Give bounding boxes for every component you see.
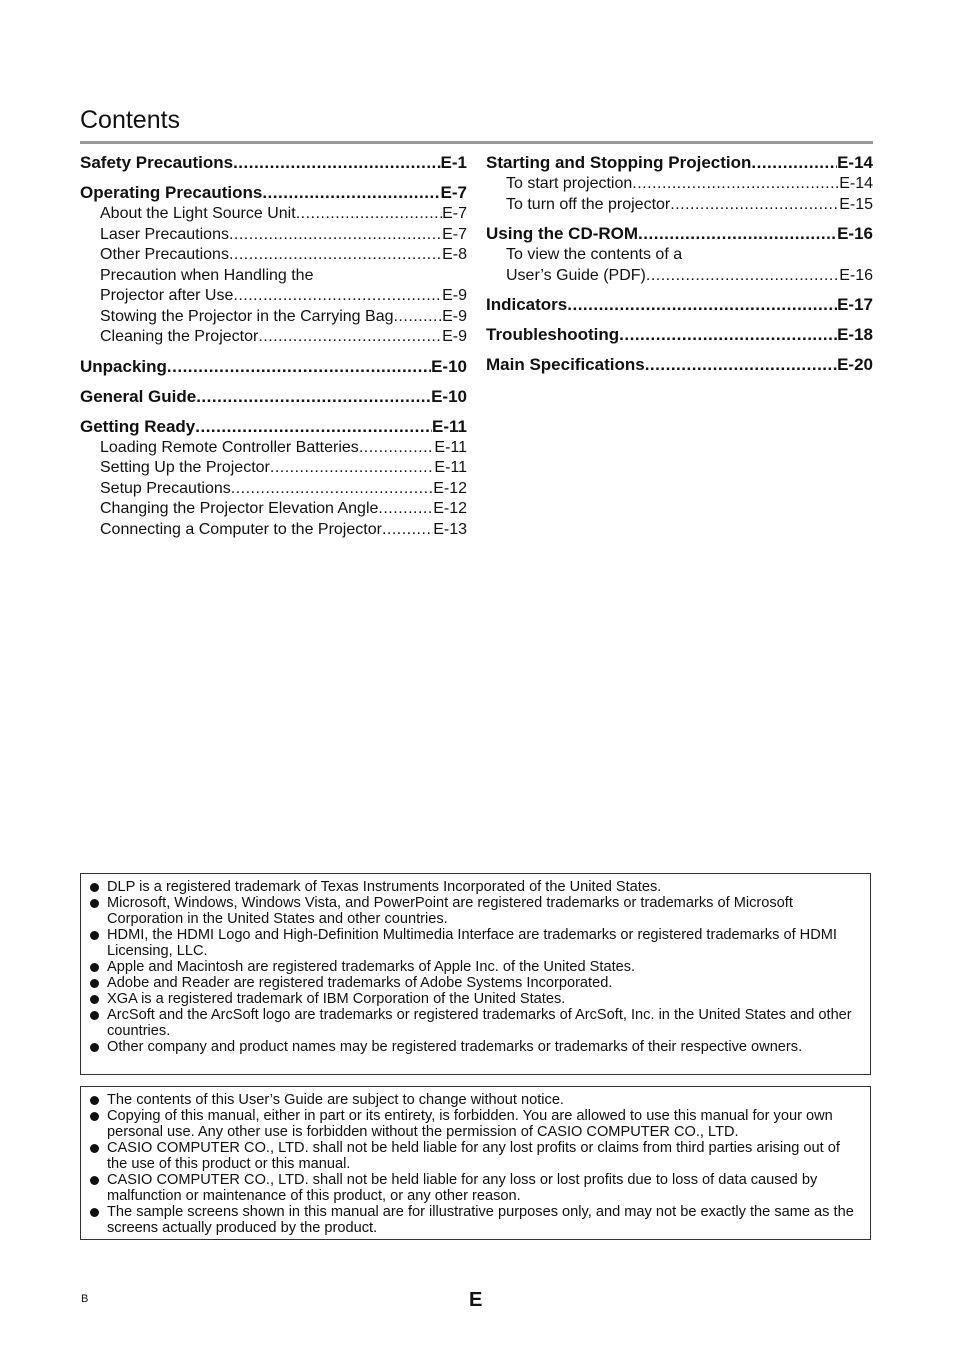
dot-leader <box>233 152 440 174</box>
toc-entry-label: Setting Up the Projector <box>100 459 270 476</box>
toc-entry-label: Safety Precautions <box>80 153 234 172</box>
toc-entry-label: Loading Remote Controller Batteries <box>100 438 359 456</box>
toc-entry-label: Using the CD-ROM <box>486 224 639 243</box>
toc-entry[interactable] <box>486 294 873 316</box>
dot-leader <box>619 324 837 346</box>
notice-text: HDMI, the HDMI Logo and High-Definition Multimedia Interface are trademarks or registered trademarks of HDMI Licensing, LLC. <box>107 927 837 959</box>
footer-page-letter: E <box>469 1289 483 1311</box>
toc-entry-label: Projector after Use <box>100 287 234 304</box>
bullet-icon <box>90 979 99 988</box>
notice-item <box>89 1007 862 1039</box>
notice-item <box>89 879 862 895</box>
dot-leader <box>645 354 837 376</box>
toc-page-number: E-14 <box>837 153 873 172</box>
toc-page-number: E-11 <box>434 459 467 476</box>
toc-page-number: E-18 <box>837 325 873 344</box>
toc-page-number: E-7 <box>442 205 467 222</box>
toc-entry-label: General Guide <box>80 386 197 406</box>
title-rule <box>80 141 873 144</box>
toc-page-number: E-9 <box>442 307 467 325</box>
dot-leader <box>231 479 433 500</box>
notice-item <box>89 1039 862 1055</box>
toc-subentry[interactable] <box>80 520 467 541</box>
dot-leader <box>359 438 435 459</box>
toc-entry-label: Connecting a Computer to the Projector <box>100 520 382 538</box>
notice-item <box>89 1092 862 1108</box>
toc-subentry[interactable] <box>80 458 467 479</box>
toc-subentry[interactable] <box>80 438 467 459</box>
toc-page-number: E-16 <box>837 224 873 243</box>
notice-text: CASIO COMPUTER CO., LTD. shall not be held liable for any lost profits or claims from third parties arising out of the use of this product or this manual. <box>107 1140 840 1172</box>
dot-leader <box>296 204 442 225</box>
notice-item <box>89 1204 862 1236</box>
toc-entry-label: Laser Precautions <box>100 225 229 243</box>
notice-item <box>89 991 862 1007</box>
bullet-icon <box>90 995 99 1004</box>
toc-entry[interactable] <box>80 416 467 438</box>
notice-text: Copying of this manual, either in part or its entirety, is forbidden. You are allowed to use this manual for your own personal use. Any other use is forbidden without the permission of CASIO COMPUTER CO., LTD. <box>107 1108 833 1140</box>
bullet-icon <box>90 931 99 940</box>
toc-page-number: E-20 <box>837 355 873 374</box>
dot-leader <box>262 182 440 204</box>
notice-text: CASIO COMPUTER CO., LTD. shall not be held liable for any loss or lost profits due to loss of data caused by malfunction or maintenance of this product, or any other reason. <box>107 1172 818 1204</box>
toc-page-number: E-10 <box>431 386 467 406</box>
notices-box <box>80 1086 871 1240</box>
toc-page-number: E-13 <box>433 520 467 538</box>
toc-entry-label: Main Specifications <box>486 355 645 374</box>
toc-subentry[interactable] <box>486 195 873 216</box>
toc-entry-label: To turn off the projector <box>506 195 671 213</box>
notice-item <box>89 1108 862 1140</box>
notice-text: Other company and product names may be registered trademarks or trademarks of their respective owners. <box>107 1039 803 1055</box>
dot-leader <box>646 266 839 287</box>
toc-page-number: E-11 <box>432 416 467 436</box>
toc-subentry[interactable] <box>80 307 467 328</box>
notice-item <box>89 959 862 975</box>
bullet-icon <box>90 1112 99 1121</box>
toc-page-number: E-8 <box>442 246 467 263</box>
dot-leader <box>229 225 442 246</box>
bullet-icon <box>90 1011 99 1020</box>
toc-page-number: E-11 <box>434 438 467 456</box>
dot-leader <box>393 307 442 328</box>
dot-leader <box>378 499 433 520</box>
toc-entry[interactable] <box>486 223 873 245</box>
dot-leader <box>229 245 442 266</box>
notice-text: Apple and Macintosh are registered trademarks of Apple Inc. of the United States. <box>107 959 636 975</box>
toc-subentry-line: To view the contents of a <box>506 246 683 263</box>
notice-text: DLP is a registered trademark of Texas Instruments Incorporated of the United States. <box>107 879 662 895</box>
dot-leader <box>670 195 839 216</box>
toc-entry[interactable] <box>486 324 873 346</box>
toc-entry[interactable] <box>80 182 467 204</box>
toc-page-number: E-7 <box>440 183 467 202</box>
toc-subentry[interactable] <box>80 327 467 348</box>
page-title: Contents <box>80 106 181 134</box>
toc-subentry[interactable] <box>80 204 467 225</box>
toc-entry-label: User’s Guide (PDF) <box>506 266 646 284</box>
footer-code: B <box>81 1293 89 1305</box>
dot-leader <box>567 294 837 316</box>
toc-subentry[interactable] <box>80 286 467 307</box>
notice-text: The contents of this User’s Guide are subject to change without notice. <box>107 1092 564 1108</box>
toc-entry-label: About the Light Source Unit <box>100 205 296 222</box>
toc-entry[interactable] <box>80 356 467 378</box>
dot-leader <box>638 223 837 245</box>
trademarks-box <box>80 873 871 1075</box>
toc-entry-label: Changing the Projector Elevation Angle <box>100 500 379 517</box>
toc-page-number: E-15 <box>839 195 873 213</box>
toc-page-number: E-9 <box>442 328 467 345</box>
bullet-icon <box>90 899 99 908</box>
bullet-icon <box>90 1176 99 1185</box>
toc-entry-label: To start projection <box>506 175 633 192</box>
notice-item <box>89 927 862 959</box>
toc-entry-label: Starting and Stopping Projection <box>486 153 752 172</box>
dot-leader <box>167 356 431 378</box>
dot-leader <box>196 386 431 408</box>
bullet-icon <box>90 883 99 892</box>
toc-entry[interactable] <box>486 152 873 174</box>
notice-item <box>89 1172 862 1204</box>
notice-text: The sample screens shown in this manual are for illustrative purposes only, and may not be exactly the same as the screens actually produced by the product. <box>107 1204 854 1236</box>
toc-page-number: E-10 <box>431 356 467 376</box>
dot-leader <box>382 520 433 541</box>
toc-entry-label: Getting Ready <box>80 416 196 436</box>
bullet-icon <box>90 1043 99 1052</box>
toc-subentry[interactable] <box>80 225 467 246</box>
toc-page-number: E-7 <box>442 225 467 243</box>
dot-leader <box>270 458 435 479</box>
bullet-icon <box>90 1208 99 1217</box>
toc-subentry[interactable] <box>80 479 467 500</box>
toc-page-number: E-1 <box>440 153 467 172</box>
notice-item <box>89 975 862 991</box>
notice-text: ArcSoft and the ArcSoft logo are trademarks or registered trademarks of ArcSoft, Inc. in the United States and other countries. <box>107 1007 852 1039</box>
toc-subentry[interactable] <box>486 174 873 195</box>
toc-page-number: E-12 <box>433 479 467 497</box>
toc-entry-label: Operating Precautions <box>80 183 263 202</box>
dot-leader <box>751 152 837 174</box>
bullet-icon <box>90 1144 99 1153</box>
toc-entry[interactable] <box>80 386 467 408</box>
toc-subentry[interactable] <box>80 245 467 266</box>
bullet-icon <box>90 1096 99 1105</box>
toc-entry-label: Unpacking <box>80 356 167 376</box>
toc-entry[interactable] <box>486 354 873 376</box>
dot-leader <box>195 416 432 438</box>
toc-subentry-line: Precaution when Handling the <box>100 266 314 284</box>
notice-text: XGA is a registered trademark of IBM Corporation of the United States. <box>107 991 566 1007</box>
notice-text: Microsoft, Windows, Windows Vista, and PowerPoint are registered trademarks or trademarks of Microsoft Corporation in the United States and other countries. <box>107 895 793 927</box>
dot-leader <box>258 327 442 348</box>
toc-right-column <box>486 152 873 376</box>
toc-entry-label: Indicators <box>486 295 568 314</box>
toc-entry-label: Cleaning the Projector <box>100 328 259 345</box>
toc-left-column <box>80 152 467 540</box>
toc-entry-label: Other Precautions <box>100 246 229 263</box>
notice-text: Adobe and Reader are registered trademarks of Adobe Systems Incorporated. <box>107 975 613 991</box>
toc-page-number: E-9 <box>442 287 467 304</box>
dot-leader <box>632 174 839 195</box>
toc-entry-label: Setup Precautions <box>100 479 231 497</box>
toc-page-number: E-12 <box>433 500 467 517</box>
notice-item <box>89 1140 862 1172</box>
toc-subentry[interactable] <box>80 499 467 520</box>
toc-entry-label: Stowing the Projector in the Carrying Bag <box>100 307 394 325</box>
toc-page-number: E-17 <box>837 295 873 314</box>
toc-page-number: E-14 <box>839 175 873 192</box>
toc-subentry[interactable] <box>486 266 873 287</box>
dot-leader <box>233 286 442 307</box>
toc-entry[interactable] <box>80 152 467 174</box>
notice-item <box>89 895 862 927</box>
bullet-icon <box>90 963 99 972</box>
toc-page-number: E-16 <box>839 266 873 284</box>
toc-entry-label: Troubleshooting <box>486 325 620 344</box>
